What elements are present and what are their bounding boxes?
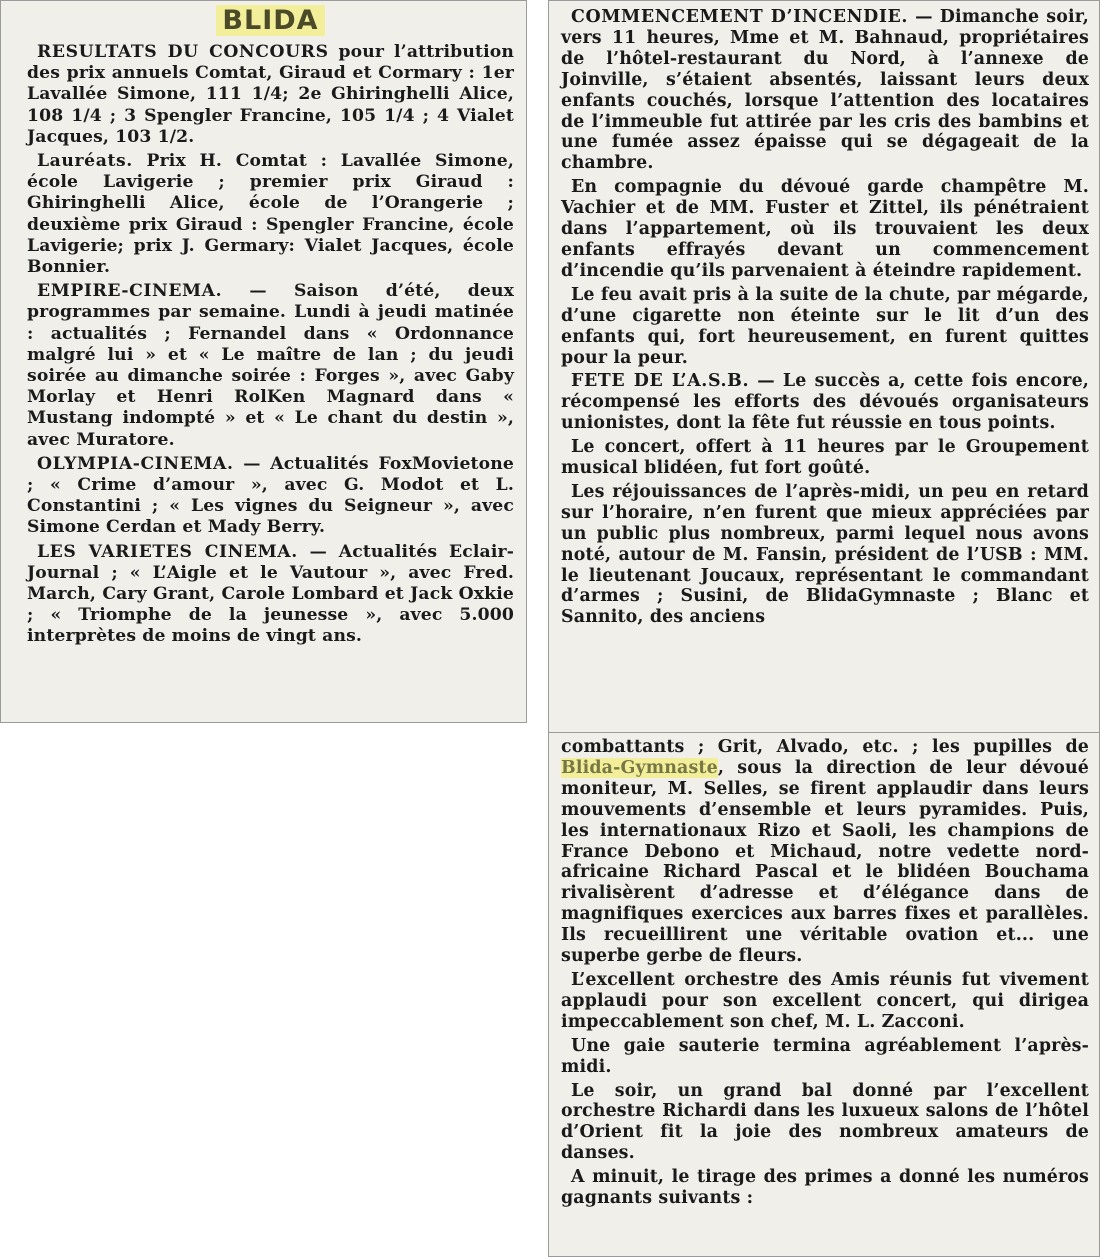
- paragraph-text: L’excellent orchestre des Amis réunis fut vivement applaudi pour son excellent concert, qui dirigea impeccablement son chef, M. L. Zacconi.: [561, 969, 1089, 1032]
- paragraph-pupilles: [561, 737, 1089, 967]
- paragraph-text: pour l’attribution des prix annuels Comtat, Giraud et Cormary : 1er Lavallée Simone, 111 1/4; 2e Ghiringhelli Alice, 108 1/4 ; 3 Spengler Francine, 105 1/4 ; 4 Vialet Jacques, 103 1/2.: [27, 42, 515, 147]
- paragraph-fete-asb: [561, 371, 1089, 434]
- paragraph-text: — Dimanche soir, vers 11 heures, Mme et M. Bahnaud, propriétaires de l’hôtel-restaurant du Nord, à l’annexe de Joinville, s’étaient absentés, laissant leurs deux enfants couchés, lorsque l’attention des locataires de l’immeuble fut attirée par les cris des bambins et une fumée assez épaisse qui se dégageait de la chambre.: [561, 7, 1089, 174]
- paragraph-resultats: [27, 42, 514, 148]
- paragraph-text: A minuit, le tirage des primes a donné les numéros gagnants suivants :: [561, 1167, 1089, 1209]
- paragraph-text: — Saison d’été, deux programmes par semaine. Lundi à jeudi matinée : actualités ; Fernandel dans « Ordonnance malgré lui » et « Le maître de lan ; du jeudi soirée au dimanche soirée : Forges », avec Gaby Morlay et Henri RolKen Magnard dans « Mustang indompté » et « Le chant du destin », avec Muratore.: [27, 281, 514, 450]
- paragraph-olympia-cinema: [27, 454, 514, 539]
- paragraph-lead: Lauréats.: [37, 151, 133, 172]
- paragraph-laureats: [27, 151, 514, 278]
- paragraph-text: Prix H. Comtat : Lavallée Simone, école Lavigerie ; premier prix Giraud : Ghiringhelli Alice, école de l’Orangerie ; deuxième prix Giraud : Spengler Francine, école Lavigerie; prix J. Germary: Vialet Jacques, école Bonnier.: [27, 151, 514, 278]
- search-highlight: Blida-Gymnaste: [561, 757, 718, 778]
- paragraph-text: combattants ; Grit, Alvado, etc. ; les pupilles de: [561, 737, 1089, 757]
- paragraph-lead: COMMENCEMENT D’INCENDIE.: [571, 7, 909, 27]
- paragraph-text: Une gaie sauterie termina agréablement l’après-midi.: [561, 1035, 1089, 1077]
- clipping-right-top: [548, 0, 1100, 733]
- paragraph-sauterie: [561, 1036, 1089, 1078]
- paragraph-text: Le concert, offert à 11 heures par le Groupement musical blidéen, fut fort goûté.: [561, 437, 1089, 479]
- paragraph-incendie-3: [561, 285, 1089, 369]
- paragraph-lead: LES VARIETES CINEMA.: [37, 541, 298, 562]
- clipping-right-bottom: [548, 733, 1100, 1257]
- clipping-left: [0, 0, 527, 723]
- paragraph-text: , sous la direction de leur dévoué moniteur, M. Selles, se firent applaudir dans leurs mouvements d’ensemble et leurs pyramides. Puis, les internationaux Rizo et Saoli, les champions de France Debono et Michaud, notre vedette nord-africaine Richard Pascal et le blidéen Bouchama rivalisèrent d’adresse et d’élégance dans de magnifiques exercices aux barres fixes et parallèles. Ils recueillirent une véritable ovation et... une superbe gerbe de fleurs.: [561, 757, 1089, 967]
- paragraph-text: Les réjouissances de l’après-midi, un peu en retard sur l’horaire, n’en furent que mieux appréciées par un public plus nombreux, parmi lequel nous avons noté, autour de M. Fansin, président de l’USB : MM. le lieutenant Joucaux, représentant le commandant d’armes ; Susini, de BlidaGymnaste ; Blanc et Sannito, des anciens: [561, 481, 1089, 628]
- title-highlight: BLIDA: [216, 5, 324, 36]
- paragraph-text: — Actualités Eclair-Journal ; « L’Aigle et le Vautour », avec Fred. March, Cary Grant, Carole Lombard et Jack Oxkie ; « Triomphe de la jeunesse », avec 5.000 interprètes de moins de vingt ans.: [27, 541, 514, 647]
- paragraph-orchestre: [561, 970, 1089, 1033]
- paragraph-lead: EMPIRE-CINEMA.: [37, 281, 223, 302]
- paragraph-incendie-2: [561, 177, 1089, 282]
- paragraph-varietes-cinema: [27, 542, 514, 648]
- paragraph-text: Le feu avait pris à la suite de la chute, par mégarde, d’une cigarette non éteinte sur le lit d’un des enfants qui, fort heureusement, en furent quittes pour la peur.: [561, 284, 1089, 368]
- paragraph-lead: RESULTATS DU CONCOURS: [37, 42, 329, 62]
- paragraph-minuit: [561, 1167, 1089, 1209]
- paragraph-lead: FETE DE L’A.S.B.: [571, 371, 750, 392]
- paragraph-empire-cinema: [27, 281, 514, 451]
- paragraph-text: Le soir, un grand bal donné par l’excellent orchestre Richardi dans les luxueux salons de l’hôtel d’Orient fit la joie des nombreux amateurs de danses.: [561, 1080, 1089, 1164]
- paragraph-incendie: [561, 7, 1089, 174]
- paragraph-bal: [561, 1081, 1089, 1165]
- paragraph-concert: [561, 437, 1089, 479]
- paragraph-lead: OLYMPIA-CINEMA.: [37, 453, 234, 474]
- paragraph-text: — Le succès a, cette fois encore, récompensé les efforts des dévoués organisateurs unionistes, dont la fête fut réussie en tous points.: [561, 371, 1089, 434]
- article-title: [27, 5, 514, 36]
- paragraph-text: En compagnie du dévoué garde champêtre M. Vachier et de MM. Fuster et Zittel, ils pénétraient dans l’appartement, où ils trouvaient les deux enfants effrayés devant un commencement d’incendie qu’ils parvenaient à éteindre rapidement.: [561, 177, 1089, 281]
- paragraph-text: — Actualités FoxMovietone ; « Crime d’amour », avec G. Modot et L. Constantini ; « Les vignes du Seigneur », avec Simone Cerdan et Mady Berry.: [27, 453, 514, 538]
- paragraph-rejouissances: [561, 482, 1089, 628]
